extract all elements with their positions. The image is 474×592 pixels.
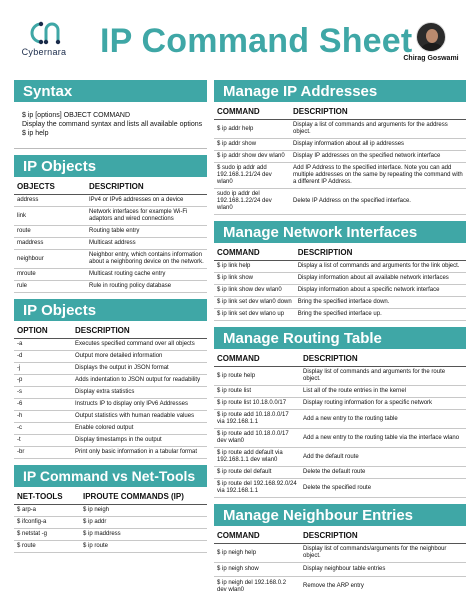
option-description: Enable colored output [72, 423, 207, 435]
column-header: COMMAND [214, 243, 295, 261]
brand-name: Cybernara [21, 47, 67, 57]
column-header: OPTION [14, 321, 72, 339]
option-flag: -p [14, 375, 72, 387]
syntax-line: $ ip help [22, 130, 49, 137]
table-row [214, 285, 466, 297]
table-row [214, 563, 466, 577]
column-header: COMMAND [214, 349, 300, 367]
description-cell: Display a list of commands and arguments for the address object. [290, 120, 466, 139]
description-cell: Add the default route [300, 448, 466, 467]
table-row [14, 250, 207, 269]
command-cell: $ ip link set dev wlan0 down [214, 297, 295, 309]
manage-neighbour-section [214, 504, 466, 592]
net-tools-table [14, 487, 207, 553]
option-description: Instructs IP to display only IPv6 Addresses [72, 399, 207, 411]
table-row [214, 479, 466, 498]
option-flag: -c [14, 423, 72, 435]
table-row [14, 207, 207, 226]
description-cell: Display information about all ip addresses [290, 139, 466, 151]
description-cell: Delete the default route [300, 467, 466, 479]
command-cell: $ ip addr help [214, 120, 290, 139]
table-row [14, 351, 207, 363]
table-row [14, 269, 207, 281]
manage-ip-heading: Manage IP Addresses [214, 80, 466, 102]
command-cell: sudo ip addr del 192.168.1.22/24 dev wlan0 [214, 189, 290, 215]
table-row [14, 375, 207, 387]
manage-routing-section [214, 327, 466, 498]
description-cell: Add a new entry to the routing table via the interface wlano [300, 429, 466, 448]
option-description: Display timestamps in the output [72, 435, 207, 447]
description-cell: Add IP Address to the specified interface. Note you can add multiple addresses on the same by repeating the command with a different IP Address. [290, 163, 466, 189]
option-description: Output statistics with human readable values [72, 411, 207, 423]
table-row [214, 467, 466, 479]
iproute-command: $ ip addr [80, 517, 207, 529]
option-flag: -a [14, 339, 72, 351]
option-flag: -br [14, 447, 72, 459]
manage-network-table [214, 243, 466, 321]
command-cell: $ ip route list [214, 386, 300, 398]
net-tools-section [14, 465, 207, 553]
description-cell: Remove the ARP entry [300, 577, 466, 592]
command-cell: $ ip route del 192.168.92.0/24 via 192.168.1.1 [214, 479, 300, 498]
table-row [214, 139, 466, 151]
table-row [14, 226, 207, 238]
object-name: link [14, 207, 86, 226]
table-row [214, 120, 466, 139]
object-description: Rule in routing policy database [86, 281, 207, 293]
table-row [14, 195, 207, 207]
cybernara-logo-icon [27, 20, 61, 46]
object-description: Routing table entry [86, 226, 207, 238]
command-cell: $ ip link set dev wlano up [214, 309, 295, 321]
left-column [14, 80, 207, 553]
right-column [214, 80, 466, 592]
option-description: Executes specified command over all objects [72, 339, 207, 351]
option-flag: -d [14, 351, 72, 363]
ip-objects-heading: IP Objects [14, 155, 207, 177]
command-cell: $ ip addr show [214, 139, 290, 151]
description-cell: Bring the specified interface up. [295, 309, 466, 321]
description-cell: Display list of commands and arguments for the route object. [300, 367, 466, 386]
description-cell: Display information about a specific network interface [295, 285, 466, 297]
column-header: OBJECTS [14, 177, 86, 195]
table-row [214, 448, 466, 467]
command-cell: $ ip neigh help [214, 544, 300, 563]
column-header: DESCRIPTION [295, 243, 466, 261]
table-row [214, 410, 466, 429]
description-cell: Display IP addresses on the specified network interface [290, 151, 466, 163]
table-row [14, 541, 207, 553]
table-row [14, 363, 207, 375]
manage-neighbour-table [214, 526, 466, 592]
object-description: Multicast routing cache entry [86, 269, 207, 281]
option-flag: -h [14, 411, 72, 423]
table-row [214, 151, 466, 163]
column-header: DESCRIPTION [86, 177, 207, 195]
option-description: Displays the output in JSON format [72, 363, 207, 375]
column-header: DESCRIPTION [290, 102, 466, 120]
table-header-row [214, 102, 466, 120]
table-row [214, 261, 466, 273]
table-row [214, 367, 466, 386]
object-name: maddress [14, 238, 86, 250]
ip-options-section [14, 299, 207, 459]
table-row [14, 517, 207, 529]
command-cell: $ ip route list 10.18.0.0/17 [214, 398, 300, 410]
object-description: Network interfaces for example Wi-Fi adaptors and wired connections [86, 207, 207, 226]
option-description: Print only basic information in a tabular format [72, 447, 207, 459]
table-row [14, 339, 207, 351]
option-flag: -t [14, 435, 72, 447]
description-cell: Display neighbour table entries [300, 563, 466, 577]
syntax-line: $ ip [options] OBJECT COMMAND [22, 112, 131, 119]
object-name: route [14, 226, 86, 238]
author-avatar [416, 22, 446, 52]
description-cell: Bring the specified interface down. [295, 297, 466, 309]
iproute-command: $ ip maddress [80, 529, 207, 541]
table-row [214, 309, 466, 321]
column-header: NET-TOOLS [14, 487, 80, 505]
command-cell: $ ip link show dev wlan0 [214, 285, 295, 297]
description-cell: Display a list of commands and arguments for the link object. [295, 261, 466, 273]
manage-neighbour-heading: Manage Neighbour Entries [214, 504, 466, 526]
option-flag: -6 [14, 399, 72, 411]
table-row [14, 529, 207, 541]
column-header: DESCRIPTION [72, 321, 207, 339]
table-header-row [14, 487, 207, 505]
object-name: rule [14, 281, 86, 293]
ip-options-table [14, 321, 207, 459]
iproute-command: $ ip neigh [80, 505, 207, 517]
author-name: Chirag Goswami [403, 55, 459, 62]
description-cell: Display routing information for a specific network [300, 398, 466, 410]
column-header: DESCRIPTION [300, 349, 466, 367]
option-flag: -s [14, 387, 72, 399]
table-row [14, 435, 207, 447]
manage-ip-section [214, 80, 466, 215]
table-row [14, 399, 207, 411]
description-cell: Delete IP Address on the specified interface. [290, 189, 466, 215]
table-row [14, 281, 207, 293]
manage-routing-heading: Manage Routing Table [214, 327, 466, 349]
object-name: mroute [14, 269, 86, 281]
table-row [14, 505, 207, 517]
table-row [214, 297, 466, 309]
column-header: COMMAND [214, 102, 290, 120]
table-row [14, 423, 207, 435]
net-tools-heading: IP Command vs Net-Tools [14, 465, 207, 487]
ip-objects-table [14, 177, 207, 293]
description-cell: Display list of commands/arguments for the neighbour object. [300, 544, 466, 563]
option-description: Display extra statistics [72, 387, 207, 399]
object-description: Multicast address [86, 238, 207, 250]
syntax-line: Display the command syntax and lists all available options [22, 121, 203, 128]
table-row [214, 577, 466, 592]
net-tools-command: $ arp-a [14, 505, 80, 517]
syntax-content [14, 102, 207, 149]
author-block [394, 22, 468, 62]
table-row [214, 189, 466, 215]
object-description: IPv4 or IPv6 addresses on a device [86, 195, 207, 207]
description-cell: Add a new entry to the routing table [300, 410, 466, 429]
manage-network-heading: Manage Network Interfaces [214, 221, 466, 243]
table-row [214, 273, 466, 285]
option-description: Output more detailed information [72, 351, 207, 363]
command-cell: $ ip addr show dev wlan0 [214, 151, 290, 163]
header [0, 0, 474, 76]
object-name: address [14, 195, 86, 207]
description-cell: Delete the specified route [300, 479, 466, 498]
ip-options-heading: IP Objects [14, 299, 207, 321]
command-cell: $ ip route help [214, 367, 300, 386]
command-cell: $ ip route add 10.18.0.0/17 dev wlan0 [214, 429, 300, 448]
command-cell: $ ip route add 10.18.0.0/17 via 192.168.1.1 [214, 410, 300, 429]
table-row [14, 238, 207, 250]
table-row [214, 429, 466, 448]
manage-ip-table [214, 102, 466, 215]
table-row [14, 387, 207, 399]
table-header-row [214, 349, 466, 367]
option-flag: -j [14, 363, 72, 375]
syntax-heading: Syntax [14, 80, 207, 102]
ip-objects-section [14, 155, 207, 293]
manage-routing-table [214, 349, 466, 498]
column-header: IPROUTE COMMANDS (IP) [80, 487, 207, 505]
command-cell: $ ip route del default [214, 467, 300, 479]
table-header-row [14, 177, 207, 195]
command-cell: $ sudo ip addr add 192.168.1.21/24 dev wlan0 [214, 163, 290, 189]
iproute-command: $ ip route [80, 541, 207, 553]
description-cell: Display information about all available network interfaces [295, 273, 466, 285]
table-header-row [214, 243, 466, 261]
command-cell: $ ip route add default via 192.168.1.1 dev wlan0 [214, 448, 300, 467]
table-header-row [214, 526, 466, 544]
net-tools-command: $ route [14, 541, 80, 553]
net-tools-command: $ ifconfig-a [14, 517, 80, 529]
table-row [214, 544, 466, 563]
command-cell: $ ip neigh del 192.168.0.2 dev wlan0 [214, 577, 300, 592]
description-cell: List all of the route entries in the kernel [300, 386, 466, 398]
page-title: IP Command Sheet [100, 22, 413, 60]
command-cell: $ ip neigh show [214, 563, 300, 577]
net-tools-command: $ netstat -g [14, 529, 80, 541]
brand-logo [14, 20, 74, 57]
manage-network-section [214, 221, 466, 321]
table-header-row [14, 321, 207, 339]
command-cell: $ ip link show [214, 273, 295, 285]
column-header: DESCRIPTION [300, 526, 466, 544]
syntax-section [14, 80, 207, 149]
object-description: Neighbor entry, which contains information about a neighboring device on the network. [86, 250, 207, 269]
option-description: Adds indentation to JSON output for readability [72, 375, 207, 387]
column-header: COMMAND [214, 526, 300, 544]
table-row [14, 411, 207, 423]
table-row [14, 447, 207, 459]
object-name: neighbour [14, 250, 86, 269]
table-row [214, 398, 466, 410]
table-row [214, 163, 466, 189]
command-cell: $ ip link help [214, 261, 295, 273]
table-row [214, 386, 466, 398]
